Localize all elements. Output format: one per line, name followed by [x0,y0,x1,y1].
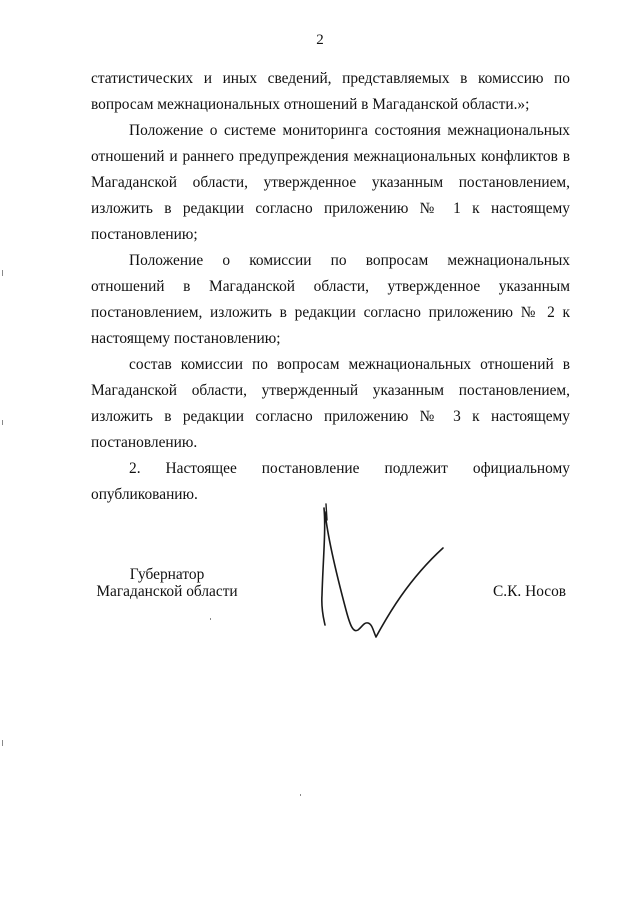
scan-edge-mark [2,420,3,425]
paragraph-commission-regulation: Положение о комиссии по вопросам межнациональных отношений в Магаданской области, утвержденное указанным постановлением, изложить в редакции согласно приложению № 2 к настоящему постановлению; [91,252,570,347]
document-body [91,66,570,508]
paragraph-continuation: статистических и иных сведений, представляемых в комиссию по вопросам межнациональных отношений в Магаданской области.»; [91,70,570,113]
scan-edge-mark [300,794,301,796]
handwritten-signature [318,500,448,645]
paragraph-publication: 2. Настоящее постановление подлежит официальному опубликованию. [91,460,570,503]
paragraph-monitoring-regulation: Положение о системе мониторинга состояния межнациональных отношений и раннего предупреждения межнациональных конфликтов в Магаданской области, утвержденное указанным постановлением, изложить в редакции согласно приложению № 1 к настоящему постановлению; [91,122,570,243]
signatory-title-line2: Магаданской области [96,583,238,600]
signatory-name: С.К. Носов [493,583,567,600]
scan-edge-mark [2,740,3,746]
scan-edge-mark [2,270,3,276]
paragraph-commission-composition: состав комиссии по вопросам межнациональных отношений в Магаданской области, утвержденный указанным постановлением, изложить в редакции согласно приложению № 3 к настоящему постановлению. [91,356,570,451]
scan-edge-mark [210,618,211,620]
page-number: 2 [316,32,324,48]
signatory-title-line1: Губернатор [129,566,205,583]
